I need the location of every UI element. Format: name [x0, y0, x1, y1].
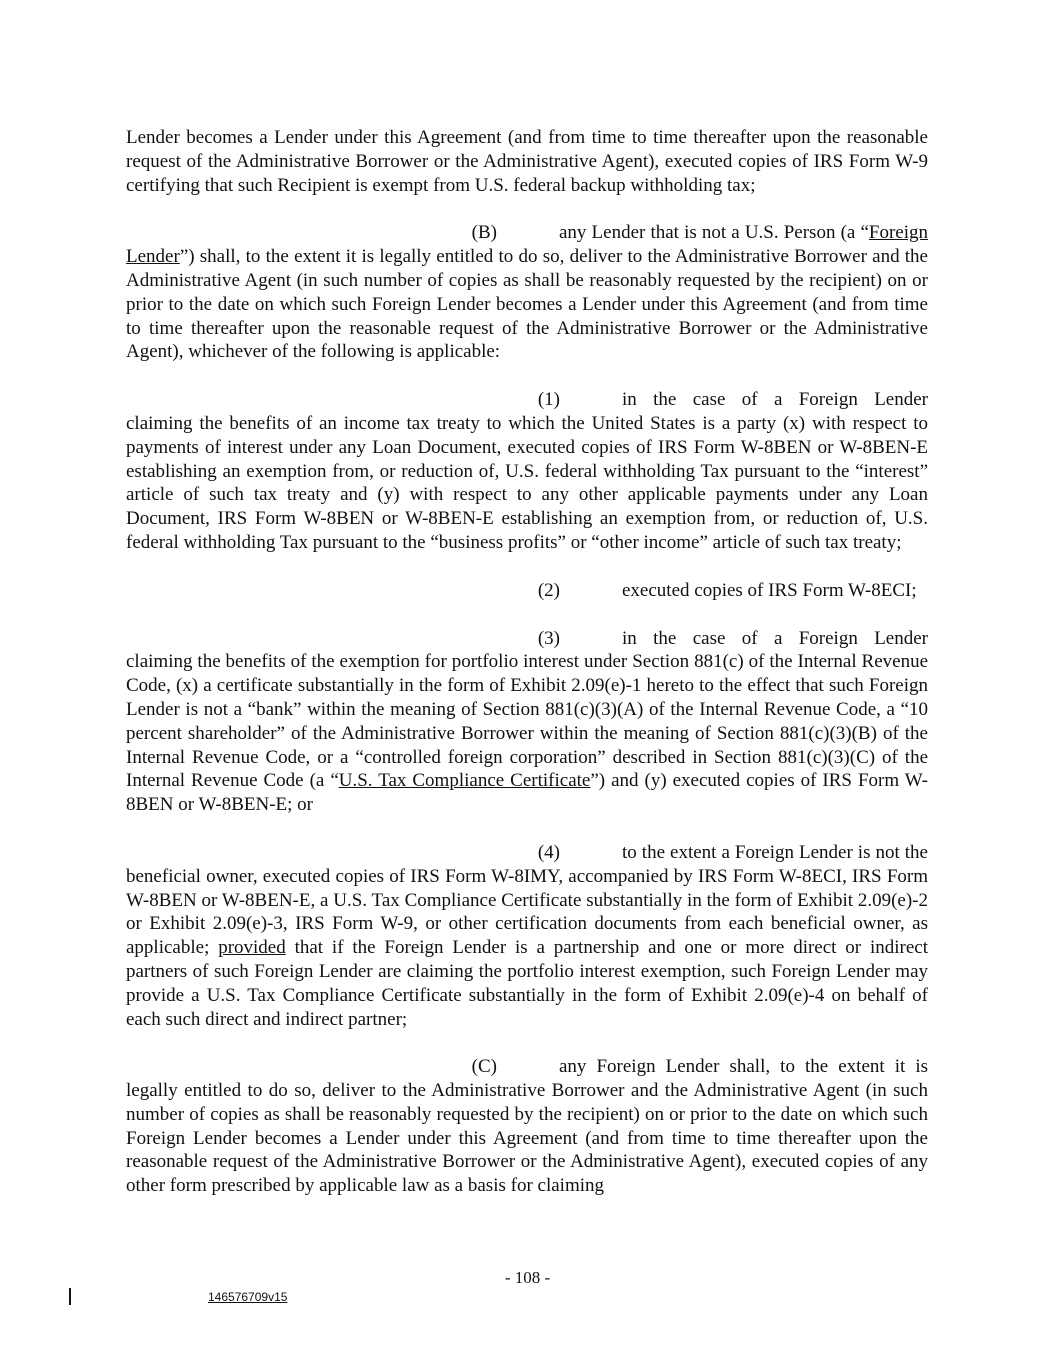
clause-c	[126, 1055, 928, 1198]
clause-b-text-1: any Lender that is not a U.S. Person (a “	[559, 222, 869, 244]
clause-b-text-2: ”) shall, to the extent it is legally entitled to do so, deliver to the Administrative Borrower and the Administrative Agent (in such number of copies as shall be reasonably requested by the recipient) on or prior to the date on which such Foreign Lender becomes a Lender under this Agreement (and from time to time thereafter upon the reasonable request of the Administrative Borrower or the Administrative Agent), whichever of the following is applicable:	[126, 246, 928, 363]
item-3-text-2: ”) and (y) executed copies of IRS Form W-8BEN or W-8BEN-E; or	[126, 770, 928, 816]
defined-term-foreign-lender: Foreign Lender	[126, 222, 928, 268]
item-2-text: executed copies of IRS Form W-8ECI;	[622, 579, 917, 601]
clause-c-label: (C)	[471, 1056, 497, 1078]
clause-c-text: any Foreign Lender shall, to the extent it is legally entitled to do so, deliver to the Administrative Borrower and the Administrative Agent (in such number of copies as shall be reasonably requested by the recipient) on or prior to the date on which such Foreign Lender becomes a Lender under this Agreement (and from time to time thereafter upon the reasonable request of the Administrative Borrower or the Administrative Agent), executed copies of any other form prescribed by applicable law as a basis for claiming	[126, 1056, 928, 1197]
item-1	[126, 388, 928, 555]
item-4	[126, 841, 928, 1031]
item-3-label: (3)	[537, 627, 560, 649]
item-2	[126, 579, 928, 603]
paragraph-continuation: Lender becomes a Lender under this Agreement (and from time to time thereafter upon the reasonable request of the Administrative Borrower or the Administrative Agent), executed copies of IRS Form W-9 certifying that such Recipient is exempt from U.S. federal backup withholding tax;	[126, 127, 928, 196]
clause-b-label: (B)	[471, 222, 497, 244]
item-1-text: in the case of a Foreign Lender claiming the benefits of an income tax treaty to which the United States is a party (x) with respect to payments of interest under any Loan Document, executed copies of IRS Form W-8BEN or W-8BEN-E establishing an exemption from, or reduction of, U.S. federal withholding Tax pursuant to the “interest” article of such tax treaty and (y) with respect to any other applicable payments under any Loan Document, IRS Form W-8BEN or W-8BEN-E establishing an exemption from, or reduction of, U.S. federal withholding Tax pursuant to the “business profits” or “other income” article of such tax treaty;	[126, 389, 928, 553]
document-id: 146576709v15	[208, 1290, 288, 1304]
item-4-text-2: that if the Foreign Lender is a partnership and one or more direct or indirect partners of such Foreign Lender are claiming the portfolio interest exemption, such Foreign Lender may provide a U.S. Tax Compliance Certificate substantially in the form of Exhibit 2.09(e)-4 on behalf of each such direct and indirect partner;	[126, 937, 928, 1030]
revision-bar	[69, 1288, 71, 1305]
item-2-label: (2)	[537, 579, 560, 601]
term-provided: provided	[218, 937, 286, 959]
defined-term-us-tax-compliance-certificate: U.S. Tax Compliance Certificate	[338, 770, 591, 792]
item-4-text-1: to the extent a Foreign Lender is not the beneficial owner, executed copies of IRS Form W-8IMY, accompanied by IRS Form W-8ECI, IRS Form W-8BEN or W-8BEN-E, a U.S. Tax Compliance Certificate substantially in the form of Exhibit 2.09(e)-2 or Exhibit 2.09(e)-3, IRS Form W-9, or other certification documents from each beneficial owner, as applicable;	[126, 841, 928, 959]
document-body	[126, 126, 928, 1198]
item-3-text-1: in the case of a Foreign Lender claiming the benefits of the exemption for portfolio interest under Section 881(c) of the Internal Revenue Code, (x) a certificate substantially in the form of Exhibit 2.09(e)-1 hereto to the effect that such Foreign Lender is not a “bank” within the meaning of Section 881(c)(3)(A) of the Internal Revenue Code, a “10 percent shareholder” of the Administrative Borrower within the meaning of Section 881(c)(3)(B) of the Internal Revenue Code, or a “controlled foreign corporation” described in Section 881(c)(3)(C) of the Internal Revenue Code (a “	[126, 627, 928, 792]
clause-b	[126, 221, 928, 364]
item-1-label: (1)	[537, 389, 560, 411]
item-4-label: (4)	[537, 841, 560, 863]
item-3	[126, 627, 928, 817]
page-number: - 108 -	[504, 1268, 551, 1287]
